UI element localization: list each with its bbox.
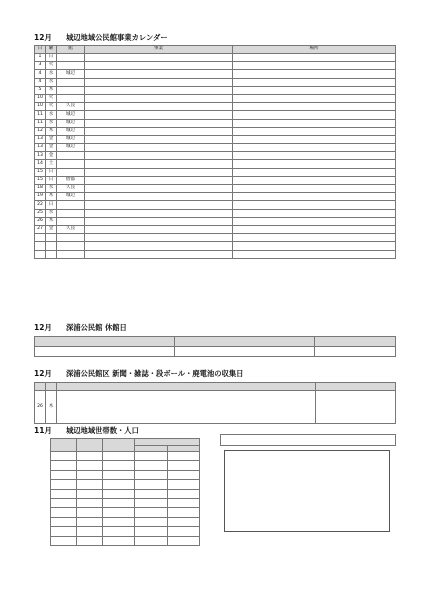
calendar-weekday: 火: [46, 94, 57, 102]
statistics-row: [51, 470, 200, 479]
calendar-day: 18: [35, 185, 46, 193]
statistics-households: [77, 489, 103, 498]
calendar-weekday: 水: [46, 111, 57, 119]
calendar-row: [35, 62, 396, 70]
calendar-title: 城辺地域公民館事業カレンダー: [65, 33, 168, 42]
calendar-day: 4: [35, 78, 46, 86]
calendar-day: 10: [35, 103, 46, 111]
closed-days-header: [175, 337, 315, 347]
calendar-hall: 城辺: [57, 127, 85, 135]
calendar-hall: [57, 160, 85, 168]
statistics-hh-change: [135, 470, 168, 479]
calendar-place: [233, 160, 396, 168]
calendar-event: [85, 193, 233, 201]
calendar-row: [35, 209, 396, 217]
recycling-row: [35, 391, 396, 424]
statistics-row: [51, 508, 200, 517]
statistics-row: [51, 452, 200, 461]
calendar-empty-cell: [46, 242, 57, 250]
statistics-pop-change: [168, 489, 200, 498]
calendar-section: [34, 33, 396, 259]
calendar-event: [85, 144, 233, 152]
calendar-weekday: 日: [46, 176, 57, 184]
closed-days-month: 12月: [34, 323, 52, 332]
calendar-weekday: 日: [46, 54, 57, 62]
statistics-pop-change: [168, 517, 200, 526]
statistics-row: [51, 498, 200, 507]
calendar-header-place: 場所: [233, 46, 396, 54]
calendar-event: [85, 225, 233, 233]
calendar-weekday: 木: [46, 193, 57, 201]
calendar-weekday: 水: [46, 70, 57, 78]
recycling-table: [34, 382, 396, 424]
statistics-population: [103, 489, 135, 498]
calendar-row: [35, 193, 396, 201]
calendar-row: [35, 152, 396, 160]
calendar-place: [233, 135, 396, 143]
statistics-pop-change: [168, 461, 200, 470]
calendar-event: [85, 168, 233, 176]
calendar-header-event: 事業: [85, 46, 233, 54]
calendar-row: [35, 217, 396, 225]
calendar-event: [85, 103, 233, 111]
calendar-event: [85, 127, 233, 135]
calendar-place: [233, 103, 396, 111]
calendar-place: [233, 185, 396, 193]
calendar-day: 11: [35, 119, 46, 127]
closed-days-value-row: [35, 347, 396, 357]
calendar-day: 15: [35, 168, 46, 176]
statistics-name: [51, 470, 77, 479]
calendar-empty-cell: [35, 234, 46, 242]
statistics-header: [103, 439, 135, 452]
calendar-hall: [57, 152, 85, 160]
closed-days-value: [315, 347, 396, 357]
calendar-place: [233, 168, 396, 176]
calendar-hall: 城辺: [57, 193, 85, 201]
calendar-weekday: 水: [46, 185, 57, 193]
calendar-place: [233, 62, 396, 70]
statistics-population: [103, 452, 135, 461]
closed-days-header-row: [35, 337, 396, 347]
calendar-row: [35, 94, 396, 102]
statistics-name: [51, 452, 77, 461]
statistics-population: [103, 517, 135, 526]
calendar-row: [35, 103, 396, 111]
calendar-table: [34, 45, 396, 259]
calendar-empty-cell: [85, 242, 233, 250]
statistics-households: [77, 452, 103, 461]
statistics-population: [103, 527, 135, 536]
statistics-pop-change: [168, 498, 200, 507]
statistics-section: [34, 426, 204, 546]
statistics-pop-change: [168, 508, 200, 517]
statistics-pop-change: [168, 452, 200, 461]
calendar-heading: [34, 33, 396, 43]
calendar-hall: 城辺: [57, 70, 85, 78]
statistics-name: [51, 536, 77, 545]
recycling-header-row: [35, 383, 396, 391]
statistics-hh-change: [135, 536, 168, 545]
calendar-day: 26: [35, 217, 46, 225]
calendar-day: 13: [35, 152, 46, 160]
calendar-empty-row: [35, 234, 396, 242]
statistics-row: [51, 517, 200, 526]
calendar-weekday: 金: [46, 144, 57, 152]
calendar-hall: 城辺: [57, 135, 85, 143]
statistics-hh-change: [135, 489, 168, 498]
recycling-place: [57, 391, 316, 424]
statistics-hh-change: [135, 517, 168, 526]
closed-days-table: [34, 336, 396, 357]
closed-days-title: 深浦公民館 休館日: [65, 323, 127, 332]
calendar-row: [35, 176, 396, 184]
statistics-hh-change: [135, 452, 168, 461]
calendar-day: 25: [35, 209, 46, 217]
statistics-households: [77, 527, 103, 536]
calendar-event: [85, 86, 233, 94]
statistics-hh-change: [135, 498, 168, 507]
recycling-section: [34, 369, 396, 424]
recycling-weekday: 木: [46, 391, 57, 424]
calendar-hall: 久良: [57, 225, 85, 233]
calendar-empty-cell: [233, 250, 396, 258]
calendar-header-row: [35, 46, 396, 54]
calendar-hall: [57, 86, 85, 94]
closed-days-value: [35, 347, 175, 357]
calendar-row: [35, 54, 396, 62]
calendar-weekday: 木: [46, 127, 57, 135]
calendar-empty-cell: [35, 242, 46, 250]
statistics-name: [51, 489, 77, 498]
notice-title: [220, 434, 396, 446]
calendar-day: 3: [35, 62, 46, 70]
closed-days-header: [35, 337, 175, 347]
calendar-weekday: 火: [46, 62, 57, 70]
calendar-event: [85, 111, 233, 119]
calendar-day: 12: [35, 127, 46, 135]
statistics-row: [51, 536, 200, 545]
statistics-name: [51, 461, 77, 470]
calendar-weekday: 日: [46, 201, 57, 209]
calendar-row: [35, 144, 396, 152]
calendar-place: [233, 86, 396, 94]
statistics-header: [51, 439, 77, 452]
calendar-event: [85, 54, 233, 62]
statistics-pop-change: [168, 536, 200, 545]
calendar-row: [35, 135, 396, 143]
statistics-population: [103, 470, 135, 479]
calendar-row: [35, 119, 396, 127]
calendar-empty-cell: [46, 250, 57, 258]
calendar-weekday: 木: [46, 217, 57, 225]
statistics-households: [77, 536, 103, 545]
calendar-day: 1: [35, 54, 46, 62]
statistics-pop-change: [168, 480, 200, 489]
statistics-row: [51, 527, 200, 536]
calendar-weekday: 水: [46, 209, 57, 217]
closed-days-header: [315, 337, 396, 347]
statistics-row: [51, 480, 200, 489]
recycling-header: [57, 383, 316, 391]
closed-days-value: [175, 347, 315, 357]
calendar-hall: [57, 209, 85, 217]
calendar-row: [35, 78, 396, 86]
recycling-month: 12月: [34, 369, 52, 378]
calendar-empty-cell: [233, 242, 396, 250]
calendar-weekday: 日: [46, 168, 57, 176]
statistics-table: [50, 438, 200, 546]
calendar-row: [35, 168, 396, 176]
calendar-day: 13: [35, 144, 46, 152]
calendar-day: 13: [35, 135, 46, 143]
calendar-event: [85, 152, 233, 160]
calendar-event: [85, 135, 233, 143]
calendar-event: [85, 209, 233, 217]
statistics-households: [77, 480, 103, 489]
calendar-header-day: 日: [35, 46, 46, 54]
calendar-place: [233, 152, 396, 160]
calendar-hall: 城辺: [57, 144, 85, 152]
statistics-name: [51, 480, 77, 489]
calendar-day: 11: [35, 111, 46, 119]
calendar-weekday: 火: [46, 103, 57, 111]
statistics-month: 11月: [34, 426, 52, 435]
statistics-households: [77, 498, 103, 507]
statistics-households: [77, 461, 103, 470]
calendar-event: [85, 119, 233, 127]
calendar-weekday: 土: [46, 160, 57, 168]
calendar-empty-cell: [57, 242, 85, 250]
closed-days-heading: [34, 323, 396, 333]
calendar-weekday: 木: [46, 86, 57, 94]
statistics-pop-change: [168, 470, 200, 479]
calendar-place: [233, 209, 396, 217]
statistics-body: [51, 452, 200, 546]
calendar-event: [85, 70, 233, 78]
statistics-row: [51, 489, 200, 498]
calendar-hall: [57, 78, 85, 86]
calendar-event: [85, 78, 233, 86]
statistics-name: [51, 517, 77, 526]
recycling-note: [316, 391, 396, 424]
recycling-header: [46, 383, 57, 391]
calendar-row: [35, 70, 396, 78]
calendar-header-weekday: 曜: [46, 46, 57, 54]
calendar-event: [85, 62, 233, 70]
calendar-row: [35, 225, 396, 233]
calendar-hall: 久良: [57, 103, 85, 111]
calendar-event: [85, 217, 233, 225]
calendar-place: [233, 193, 396, 201]
calendar-row: [35, 86, 396, 94]
calendar-hall: [57, 201, 85, 209]
statistics-hh-change: [135, 480, 168, 489]
calendar-weekday: 水: [46, 78, 57, 86]
statistics-households: [77, 508, 103, 517]
calendar-day: 19: [35, 193, 46, 201]
calendar-hall: 僧都: [57, 176, 85, 184]
calendar-header-hall: 館: [57, 46, 85, 54]
recycling-header: [35, 383, 46, 391]
calendar-place: [233, 176, 396, 184]
closed-days-section: [34, 323, 396, 357]
calendar-row: [35, 111, 396, 119]
calendar-hall: 城辺: [57, 119, 85, 127]
calendar-empty-cell: [85, 250, 233, 258]
statistics-pop-change: [168, 527, 200, 536]
calendar-day: 4: [35, 70, 46, 78]
statistics-name: [51, 527, 77, 536]
calendar-day: 5: [35, 86, 46, 94]
recycling-header: [316, 383, 396, 391]
calendar-hall: [57, 217, 85, 225]
calendar-hall: 久良: [57, 185, 85, 193]
statistics-population: [103, 536, 135, 545]
calendar-event: [85, 201, 233, 209]
calendar-day: 14: [35, 160, 46, 168]
calendar-hall: [57, 168, 85, 176]
statistics-households: [77, 470, 103, 479]
calendar-empty-cell: [46, 234, 57, 242]
statistics-population: [103, 508, 135, 517]
statistics-title: 城辺地域世帯数・人口: [65, 426, 139, 435]
calendar-place: [233, 144, 396, 152]
calendar-place: [233, 94, 396, 102]
calendar-weekday: 金: [46, 152, 57, 160]
calendar-event: [85, 185, 233, 193]
statistics-population: [103, 480, 135, 489]
calendar-hall: [57, 94, 85, 102]
calendar-place: [233, 111, 396, 119]
calendar-hall: [57, 54, 85, 62]
notice-box: [224, 450, 390, 532]
calendar-place: [233, 217, 396, 225]
calendar-row: [35, 201, 396, 209]
calendar-place: [233, 78, 396, 86]
recycling-heading: [34, 369, 396, 379]
calendar-event: [85, 94, 233, 102]
statistics-population: [103, 498, 135, 507]
calendar-empty-row: [35, 250, 396, 258]
statistics-name: [51, 498, 77, 507]
calendar-row: [35, 127, 396, 135]
statistics-hh-change: [135, 461, 168, 470]
statistics-header: [77, 439, 103, 452]
calendar-day: 15: [35, 176, 46, 184]
calendar-body: [35, 54, 396, 259]
calendar-place: [233, 70, 396, 78]
calendar-empty-row: [35, 242, 396, 250]
statistics-hh-change: [135, 508, 168, 517]
calendar-event: [85, 160, 233, 168]
calendar-empty-cell: [233, 234, 396, 242]
calendar-row: [35, 185, 396, 193]
calendar-row: [35, 160, 396, 168]
statistics-population: [103, 461, 135, 470]
calendar-hall: 城辺: [57, 111, 85, 119]
calendar-empty-cell: [57, 250, 85, 258]
calendar-hall: [57, 62, 85, 70]
calendar-event: [85, 176, 233, 184]
recycling-title: 深浦公民館区 新聞・雑誌・段ボール・廃電池の収集日: [65, 369, 244, 378]
recycling-day: 26: [35, 391, 46, 424]
calendar-day: 27: [35, 225, 46, 233]
statistics-heading: [34, 426, 204, 436]
calendar-place: [233, 54, 396, 62]
calendar-place: [233, 225, 396, 233]
calendar-day: 22: [35, 201, 46, 209]
calendar-place: [233, 201, 396, 209]
statistics-row: [51, 461, 200, 470]
calendar-place: [233, 119, 396, 127]
calendar-weekday: 金: [46, 135, 57, 143]
calendar-empty-cell: [85, 234, 233, 242]
statistics-name: [51, 508, 77, 517]
calendar-month: 12月: [34, 33, 52, 42]
statistics-hh-change: [135, 527, 168, 536]
calendar-empty-cell: [57, 234, 85, 242]
statistics-households: [77, 517, 103, 526]
calendar-weekday: 金: [46, 225, 57, 233]
calendar-day: 10: [35, 94, 46, 102]
calendar-empty-cell: [35, 250, 46, 258]
calendar-place: [233, 127, 396, 135]
calendar-weekday: 水: [46, 119, 57, 127]
